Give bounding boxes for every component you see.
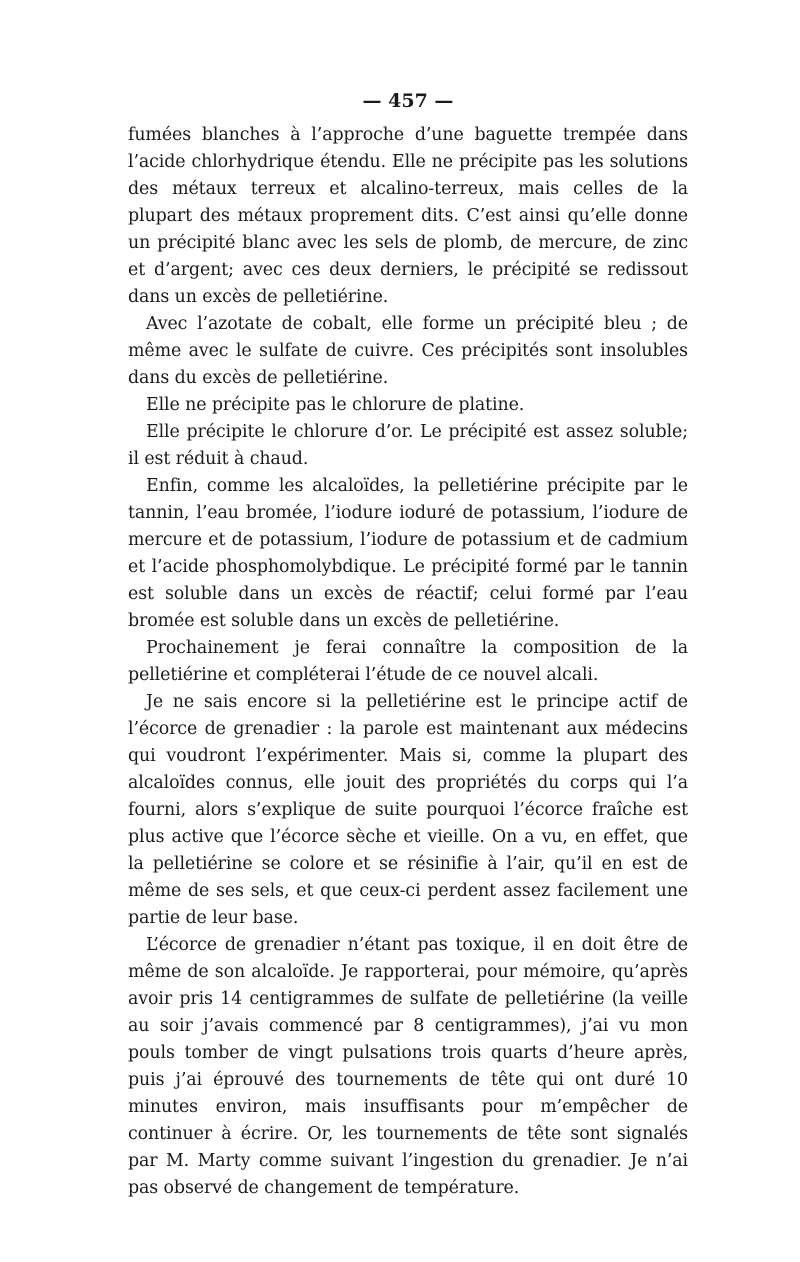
paragraph-7: Je ne sais encore si la pelletiérine est le principe actif de l’écorce de grenadier : la parole est maintenant aux médecins qui voudront l’expérimenter. Mais si, comme la plupart des alcaloïdes connus, elle jouit des propriétés du corps qui l’a fourni, alors s’explique de suite pourquoi l’écorce fraîche est plus active que l’écorce sèche et vieille. On a vu, en effet, que la pelletiérine se colore et se résinifie à l’air, qu’il en est de même de ses sels, et que ceux-ci perdent assez facilement une partie de leur base. [128,692,688,928]
paragraph-4: Elle précipite le chlorure d’or. Le précipité est assez soluble; il est réduit à chaud. [128,422,688,469]
paragraph-3: Elle ne précipite pas le chlorure de platine. [146,395,525,415]
page-number: — 457 — [362,90,454,112]
paragraph-8: L’écorce de grenadier n’étant pas toxique, il en doit être de même de son alcaloïde. Je rapporterai, pour mémoire, qu’après avoir pris 14 centigrammes de sulfate de pelletiérine (la veille au soir j’avais commencé par 8 centigrammes), j’ai vu mon pouls tomber de vingt pulsations trois quarts d’heure après, puis j’ai éprouvé des tournements de tête qui ont duré 10 minutes environ, mais insuffisants pour m’empêcher de continuer à écrire. Or, les tournements de tête sont signalés par M. Marty comme suivant l’ingestion du grenadier. Je n’ai pas observé de changement de température. [128,935,688,1198]
paragraph-5: Enfin, comme les alcaloïdes, la pelletiérine précipite par le tannin, l’eau bromée, l’iodure ioduré de potassium, l’iodure de mercure et de potassium, l’iodure de potassium et de cadmium et l’acide phosphomolybdique. Le précipité formé par le tannin est soluble dans un excès de réactif; celui formé par l’eau bromée est soluble dans un excès de pelletiérine. [128,476,688,631]
paragraph-2: Avec l’azotate de cobalt, elle forme un précipité bleu ; de même avec le sulfate de cuivre. Ces précipités sont insolubles dans du excès de pelletiérine. [128,314,688,388]
paragraph-1: fumées blanches à l’approche d’une baguette trempée dans l’acide chlorhydrique étendu. Elle ne précipite pas les solutions des métaux terreux et alcalino-terreux, mais celles de la plupart des métaux proprement dits. C’est ainsi qu’elle donne un précipité blanc avec les sels de plomb, de mercure, de zinc et d’argent; avec ces deux derniers, le précipité se redissout dans un excès de pelletiérine. [128,125,688,307]
document-page [128,88,688,1202]
paragraph-6: Prochainement je ferai connaître la composition de la pelletiérine et compléterai l’étude de ce nouvel alcali. [128,638,688,685]
